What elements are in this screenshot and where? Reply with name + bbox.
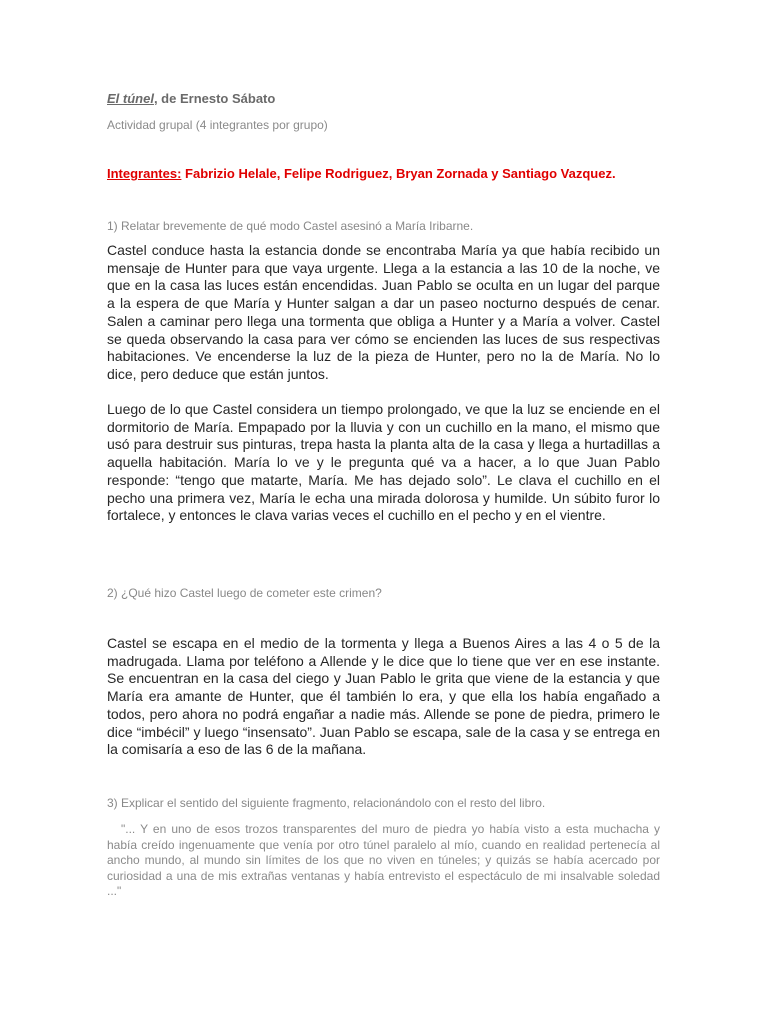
quoted-fragment: "... Y en uno de esos trozos transparentes del muro de piedra yo había visto a esta muchacha y había creído ingenuamente que venía por otro túnel paralelo al mío, cuando en realidad pertenecía al ancho mundo, al mundo sin límites de los que no viven en túneles; y quizás se había acercado por curiosidad a una de mis extrañas ventanas y había entrevisto el espectáculo de mi insalvable soledad ..." — [107, 822, 660, 899]
author-line: , de Ernesto Sábato — [153, 91, 276, 106]
answer-2-paragraph-1: Castel se escapa en el medio de la tormenta y llega a Buenos Aires a las 4 o 5 de la madrugada. Llama por teléfono a Allende y le dice que lo tiene que ver en ese instante. Se encuentran en la casa del ciego y Juan Pablo le grita que viene de la estancia y que María era amante de Hunter, que él también lo era, y que ella los había engañado a todos, pero ahora no podrá engañar a nadie más. Allende se pone de piedra, primero le dice “imbécil” y luego “insensato”. Juan Pablo se escapa, sale de la casa y se entrega en la comisaría a eso de las 6 de la mañana. — [107, 635, 660, 758]
members-line — [107, 166, 616, 181]
work-title: El túnel — [107, 91, 154, 106]
question-2: 2) ¿Qué hizo Castel luego de cometer este crimen? — [107, 586, 382, 600]
answer-1-paragraph-1: Castel conduce hasta la estancia donde se encontraba María ya que había recibido un mensaje de Hunter para que vaya urgente. Llega a la estancia a las 10 de la noche, ve que en la casa las luces están encendidas. Juan Pablo se oculta en un lugar del parque a la espera de que María y Hunter salgan a dar un paseo nocturno después de cenar. Salen a caminar pero llega una tormenta que obliga a Hunter y a María a volver. Castel se queda observando la casa para ver cómo se encienden las luces de sus respectivas habitaciones. Ve encenderse la luz de la pieza de Hunter, pero no la de María. No lo dice, pero deduce que están juntos. — [107, 242, 660, 382]
question-3: 3) Explicar el sentido del siguiente fragmento, relacionándolo con el resto del libro. — [107, 796, 546, 810]
question-1: 1) Relatar brevemente de qué modo Castel asesinó a María Iribarne. — [107, 219, 474, 233]
members-label: Integrantes: — [107, 166, 182, 181]
activity-subtitle: Actividad grupal (4 integrantes por grupo) — [107, 118, 328, 132]
members-names: Fabrizio Helale, Felipe Rodriguez, Bryan Zornada y Santiago Vazquez. — [181, 166, 616, 181]
answer-1-paragraph-2: Luego de lo que Castel considera un tiempo prolongado, ve que la luz se enciende en el dormitorio de María. Empapado por la lluvia y con un cuchillo en la mano, el mismo que usó para destruir sus pinturas, trepa hasta la planta alta de la casa y llega a hurtadillas a aquella habitación. María lo ve y le pregunta qué va a hacer, a lo que Juan Pablo responde: “tengo que matarte, María. Me has dejado solo”. Le clava el cuchillo en el pecho una primera vez, María le echa una mirada dolorosa y humilde. Un súbito furor lo fortalece, y entonces le clava varias veces el cuchillo en el pecho y en el vientre. — [107, 401, 660, 524]
document-title — [107, 91, 275, 106]
